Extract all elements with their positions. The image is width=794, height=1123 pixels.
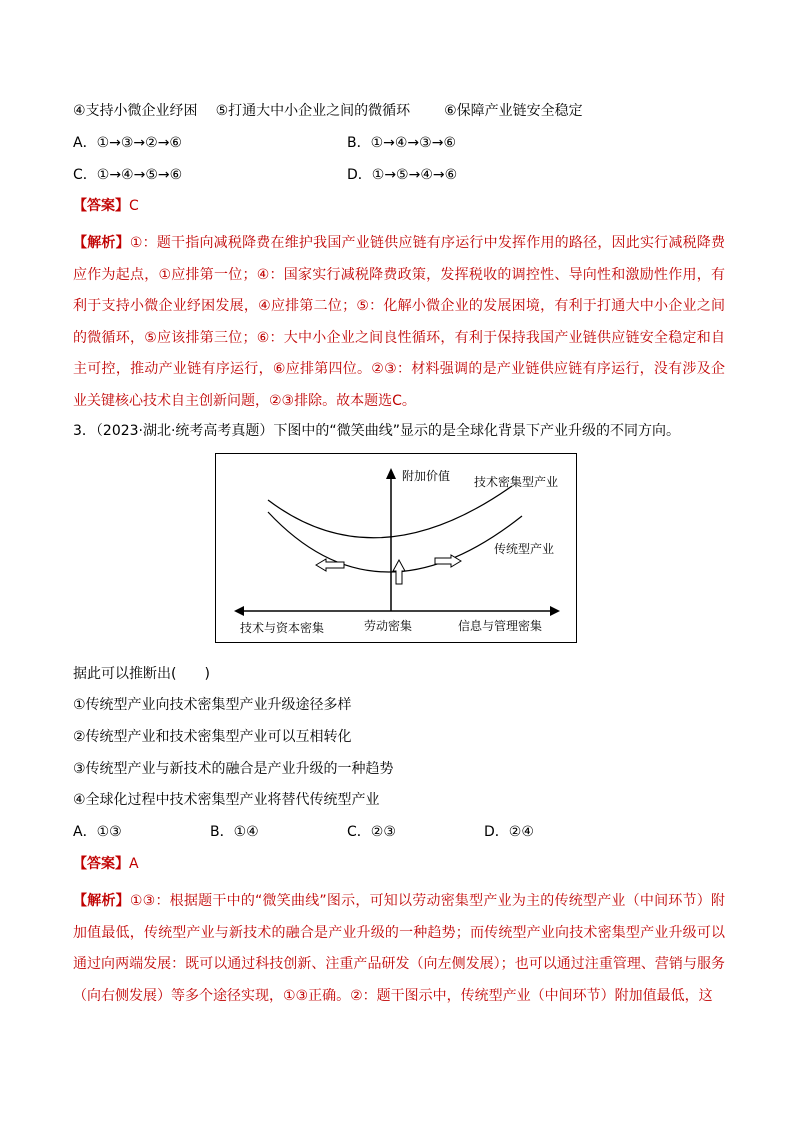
q3-option-c: C．②③ (347, 824, 396, 840)
q3-statement: ③传统型产业与新技术的融合是产业升级的一种趋势 (73, 761, 394, 777)
q3-statement: ②传统型产业和技术密集型产业可以互相转化 (73, 729, 352, 745)
x-left-label: 技术与资本密集 (240, 621, 325, 635)
q3-statement: ④全球化过程中技术密集型产业将替代传统型产业 (73, 792, 380, 808)
answer-tag: 【答案】 (73, 198, 129, 214)
analysis-tag: 【解析】 (73, 235, 130, 251)
x-axis-left-arrow (234, 606, 244, 616)
q3-option-a: A．①③ (73, 824, 122, 840)
q2-option-a: A．①→③→②→⑥ (73, 135, 182, 151)
x-center-label: 劳动密集 (364, 619, 413, 633)
smile-curve-diagram (216, 454, 576, 642)
x-right-label: 信息与管理密集 (458, 619, 543, 633)
answer-tag: 【答案】 (73, 856, 129, 872)
statements-line (73, 101, 583, 121)
answer-value: C (129, 198, 139, 214)
analysis-text: ①：题干指向减税降费在维护我国产业链供应链有序运行中发挥作用的路径，因此实行减税降费应作为起点，①应排第一位；④：国家实行减税降费政策，发挥税收的调控性、导向性和激励性作用，有利于支持小微企业纾困发展，④应排第二位；⑤：化解小微企业的发展困境，有利于打通大中小企业之间的微循环，⑤应该排第三位；⑥：大中小企业之间良性循环，有利于保持我国产业链供应链安全稳定和自主可控，推动产业链有序运行，⑥应排第四位。②③：材料强调的是产业链供应链有序运行，没有涉及企业关键核心技术自主创新问题，②③排除。故本题选C。 (73, 235, 725, 409)
q2-answer (73, 196, 139, 216)
y-axis-label: 附加价值 (402, 469, 451, 483)
curve-upper-label: 技术密集型产业 (474, 475, 559, 489)
q3-analysis (73, 886, 725, 1012)
curve-technology-intensive (268, 486, 512, 538)
answer-value: A (129, 856, 139, 872)
q3-answer (73, 854, 139, 874)
q3-prompt: 据此可以推断出( ) (73, 666, 210, 682)
q3-statement: ①传统型产业向技术密集型产业升级途径多样 (73, 697, 352, 713)
statement-6: ⑥保障产业链安全稳定 (444, 103, 583, 119)
q3-option-d: D．②④ (484, 824, 534, 840)
statement-5: ⑤打通大中小企业之间的微循环 (215, 103, 411, 119)
q2-option-c: C．①→④→⑤→⑥ (73, 167, 183, 183)
smile-curve-figure (215, 453, 577, 643)
curve-lower-label: 传统型产业 (494, 542, 555, 556)
left-hollow-arrow (316, 559, 344, 571)
x-axis-right-arrow (550, 606, 560, 616)
q3-stem: 3．（2023·湖北·统考高考真题）下图中的“微笑曲线”显示的是全球化背景下产业升级的不同方向。 (73, 423, 680, 439)
analysis-text: ①③：根据题干中的“微笑曲线”图示，可知以劳动密集型产业为主的传统型产业（中间环节）附加值最低，传统型产业与新技术的融合是产业升级的一种趋势；而传统型产业向技术密集型产业升级可以通过向两端发展：既可以通过科技创新、注重产品研发（向左侧发展）；也可以通过注重管理、营销与服务（向右侧发展）等多个途径实现，①③正确。②：题干图示中，传统型产业（中间环节）附加值最低，这 (73, 893, 725, 1004)
q2-option-b: B．①→④→③→⑥ (347, 135, 456, 151)
q3-option-b: B．①④ (210, 824, 259, 840)
q2-analysis (73, 228, 725, 417)
q2-option-d: D．①→⑤→④→⑥ (347, 167, 458, 183)
y-axis-arrow (386, 468, 396, 479)
analysis-tag: 【解析】 (73, 893, 130, 909)
curve-traditional (268, 512, 522, 572)
statement-4: ④支持小微企业纾困 (73, 103, 198, 119)
